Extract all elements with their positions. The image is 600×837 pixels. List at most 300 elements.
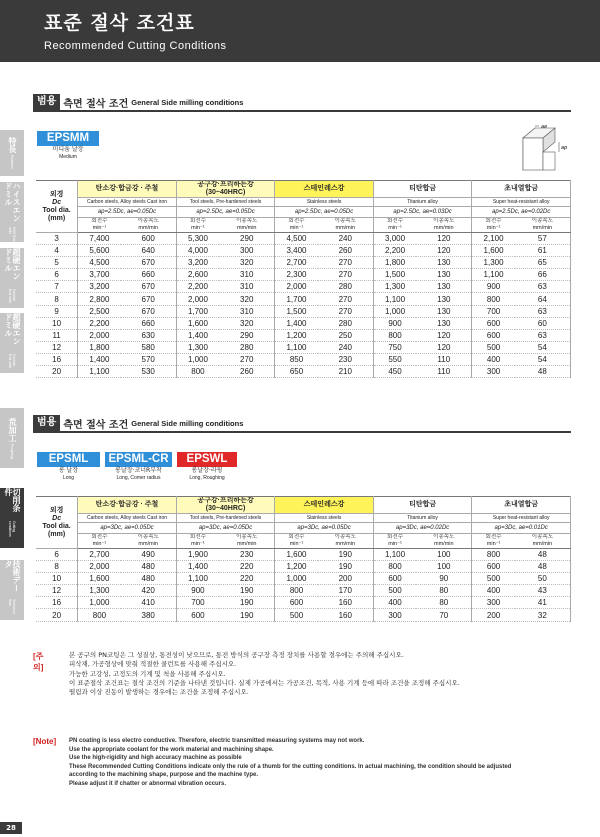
- model-ko: 미디움 날장: [52, 146, 84, 153]
- feed-cell: 310: [219, 305, 275, 317]
- model-badge: [37, 131, 99, 161]
- dia-cell: 10: [36, 573, 78, 585]
- table-row: [36, 293, 571, 305]
- rpm-cell: 3,200: [78, 281, 121, 293]
- feed-cell: 270: [318, 257, 374, 269]
- feed-cell: 80: [416, 585, 472, 597]
- feed-header: [318, 218, 374, 233]
- feed-cell: 120: [416, 233, 472, 245]
- model-ko: 롱날장·코너R부착: [115, 467, 162, 474]
- table-row: [36, 353, 571, 365]
- notes-en-label: [Note]: [33, 737, 57, 746]
- cutting-diagram-icon: [515, 124, 571, 172]
- feed-cell: 100: [416, 549, 472, 561]
- feed-header: [121, 534, 177, 549]
- dia-cell: 20: [36, 609, 78, 621]
- rpm-cell: 1,100: [373, 293, 416, 305]
- feed-header-unit: mm/min: [532, 225, 553, 231]
- rotation-header-label: 회전수: [189, 534, 206, 540]
- rpm-cell: 600: [472, 317, 515, 329]
- model-ko: 롱날장·라핑: [191, 467, 223, 474]
- rotation-header-unit: min⁻¹: [388, 225, 402, 231]
- rpm-cell: 1,300: [78, 585, 121, 597]
- rotation-header: [275, 218, 318, 233]
- rotation-header-unit: min⁻¹: [486, 541, 501, 547]
- feed-cell: 70: [416, 609, 472, 621]
- rotation-header-unit: min⁻¹: [191, 225, 205, 231]
- sidebar-tab-sub: HSS End mills: [8, 226, 16, 242]
- feed-header: [416, 534, 472, 549]
- feed-cell: 600: [121, 233, 177, 245]
- feed-cell: 490: [121, 549, 177, 561]
- table-row: [36, 329, 571, 341]
- note-line: These Recommended Cutting Conditions indicate only the rule of a thumb for the cutting conditions. In actual machining, the condition should be adjusted: [69, 763, 512, 770]
- rpm-cell: 1,400: [176, 329, 219, 341]
- rpm-cell: 1,600: [176, 317, 219, 329]
- feed-cell: 130: [416, 317, 472, 329]
- rpm-cell: 600: [373, 573, 416, 585]
- rpm-cell: 1,300: [373, 281, 416, 293]
- sidebar-tab-sub: Cutting conditions: [8, 521, 16, 537]
- feed-cell: 480: [121, 573, 177, 585]
- material-header: 초내열합금: [472, 497, 571, 514]
- note-line: 가능한 고강성, 고정도의 기계 및 척을 사용해 주십시오.: [69, 669, 226, 678]
- rotation-header: [78, 534, 121, 549]
- feed-cell: 54: [515, 353, 571, 365]
- rotation-header: [472, 534, 515, 549]
- feed-cell: 660: [121, 317, 177, 329]
- feed-cell: 190: [219, 609, 275, 621]
- feed-cell: 640: [121, 245, 177, 257]
- feed-cell: 130: [416, 305, 472, 317]
- feed-cell: 280: [318, 281, 374, 293]
- rotation-header-label: 회전수: [91, 218, 108, 224]
- feed-cell: 61: [515, 245, 571, 257]
- page-title: 표준 절삭 조건표: [44, 12, 195, 34]
- section1-title-en: General Side milling conditions: [131, 97, 244, 107]
- sidebar-tab-label: ハイスエンドミル: [4, 182, 21, 222]
- rpm-cell: 4,500: [78, 257, 121, 269]
- rpm-cell: 1,200: [275, 561, 318, 573]
- rpm-cell: 1,800: [78, 341, 121, 353]
- feed-cell: 63: [515, 281, 571, 293]
- table-row: [36, 317, 571, 329]
- section2-title: [33, 415, 243, 431]
- feed-header-label: 이송속도: [334, 534, 356, 540]
- feed-header-label: 이송속도: [531, 534, 554, 540]
- table-row: [36, 257, 571, 269]
- dia-cell: 4: [36, 245, 78, 257]
- dia-header-dia-unit: (mm): [48, 214, 66, 222]
- table-header-row: [36, 181, 571, 198]
- model-badge: [105, 452, 172, 482]
- section2-tag: 범용: [33, 415, 60, 431]
- page-subtitle: Recommended Cutting Conditions: [44, 40, 227, 52]
- feed-cell: 130: [416, 269, 472, 281]
- feed-cell: 260: [318, 245, 374, 257]
- feed-cell: 48: [515, 549, 571, 561]
- material-header-en: Titanium alloy: [373, 514, 472, 523]
- feed-cell: 50: [515, 573, 571, 585]
- rpm-cell: 400: [472, 585, 515, 597]
- section2-rule: [33, 431, 571, 433]
- rotation-header-label: 회전수: [485, 534, 502, 540]
- dia-cell: 10: [36, 317, 78, 329]
- rpm-cell: 2,200: [78, 317, 121, 329]
- section2-title-ko: 측면 절삭 조건: [63, 419, 129, 431]
- section1-rule: [33, 110, 571, 112]
- dia-header: [36, 497, 78, 549]
- rpm-cell: 600: [275, 597, 318, 609]
- material-header: 초내열합금: [472, 181, 571, 198]
- rpm-cell: 1,100: [373, 549, 416, 561]
- rpm-cell: 1,000: [176, 353, 219, 365]
- feed-cell: 230: [318, 353, 374, 365]
- feed-cell: 570: [121, 353, 177, 365]
- rpm-cell: 1,700: [176, 305, 219, 317]
- rpm-cell: 550: [373, 353, 416, 365]
- feed-cell: 64: [515, 293, 571, 305]
- cutting-condition: ap=3Dc, ae=0.05Dc: [275, 523, 374, 534]
- feed-cell: 110: [416, 353, 472, 365]
- feed-cell: 130: [416, 281, 472, 293]
- rpm-cell: 800: [275, 585, 318, 597]
- feed-cell: 670: [121, 305, 177, 317]
- rpm-cell: 2,500: [78, 305, 121, 317]
- rpm-cell: 3,000: [373, 233, 416, 245]
- feed-header-unit: mm/min: [138, 541, 158, 547]
- rpm-cell: 7,400: [78, 233, 121, 245]
- rpm-cell: 900: [176, 585, 219, 597]
- rpm-cell: 800: [472, 293, 515, 305]
- dia-cell: 12: [36, 341, 78, 353]
- table-row: [36, 561, 571, 573]
- rpm-cell: 1,900: [176, 549, 219, 561]
- rpm-cell: 1,600: [275, 549, 318, 561]
- table-row: [36, 269, 571, 281]
- dia-header-dia-en: Tool dia.: [42, 522, 71, 530]
- rpm-cell: 2,700: [275, 257, 318, 269]
- cutting-condition: ap=2.5Dc, ae=0.05Dc: [275, 207, 374, 218]
- table-header-row: [36, 198, 571, 207]
- sidebar-tab-label: 特長: [8, 137, 17, 154]
- feed-header-unit: mm/min: [532, 541, 553, 547]
- feed-cell: 410: [121, 597, 177, 609]
- rpm-cell: 3,400: [275, 245, 318, 257]
- feed-header: [515, 534, 571, 549]
- material-header-en: Super heat-resistant alloy: [472, 198, 571, 207]
- feed-cell: 190: [219, 597, 275, 609]
- cutting-condition: ap=3Dc, ae=0.05Dc: [78, 523, 177, 534]
- table-header-row: [36, 207, 571, 218]
- rpm-cell: 900: [472, 281, 515, 293]
- sidebar-tab-sub: Roughing: [10, 443, 14, 459]
- feed-cell: 170: [318, 585, 374, 597]
- dia-header-dia-ko: 외경: [49, 190, 64, 198]
- feed-cell: 120: [416, 341, 472, 353]
- rotation-header-label: 회전수: [288, 218, 305, 224]
- material-header: 티탄합금: [373, 181, 472, 198]
- table-row: [36, 585, 571, 597]
- material-header: 스테인레스강: [275, 181, 374, 198]
- material-header-en: Super heat-resistant alloy: [472, 514, 571, 523]
- feed-cell: 190: [318, 549, 374, 561]
- material-header-en: Stainless steels: [275, 514, 374, 523]
- table-header-row: [36, 523, 571, 534]
- rpm-cell: 1,700: [275, 293, 318, 305]
- dia-cell: 9: [36, 305, 78, 317]
- rotation-header-unit: min⁻¹: [92, 541, 107, 547]
- page-number: 28: [0, 822, 22, 834]
- feed-cell: 530: [121, 366, 177, 378]
- feed-cell: 660: [121, 269, 177, 281]
- rpm-cell: 4,500: [275, 233, 318, 245]
- feed-cell: 100: [416, 561, 472, 573]
- rotation-header: [472, 218, 515, 233]
- rotation-header: [373, 218, 416, 233]
- material-header-en: Tool steels, Pre-hardened steels: [176, 514, 275, 523]
- rpm-cell: 800: [176, 366, 219, 378]
- feed-cell: 210: [318, 366, 374, 378]
- rpm-cell: 500: [472, 573, 515, 585]
- rpm-cell: 5,300: [176, 233, 219, 245]
- rotation-header-unit: min⁻¹: [486, 225, 501, 231]
- feed-cell: 270: [318, 293, 374, 305]
- material-header-en: Tool steels, Pre-hardened steels: [176, 198, 275, 207]
- feed-cell: 130: [416, 293, 472, 305]
- table-row: [36, 573, 571, 585]
- rpm-cell: 500: [472, 341, 515, 353]
- feed-header-unit: mm/min: [335, 541, 356, 547]
- rotation-header-unit: min⁻¹: [289, 225, 304, 231]
- feed-cell: 160: [318, 609, 374, 621]
- sidebar-tab-sub: Carbide End mills: [8, 288, 16, 304]
- material-header-en: Titanium alloy: [373, 198, 472, 207]
- rotation-header-unit: min⁻¹: [388, 541, 402, 547]
- rotation-header-unit: min⁻¹: [289, 541, 304, 547]
- rotation-header: [275, 534, 318, 549]
- sidebar: [0, 108, 24, 828]
- rotation-header: [373, 534, 416, 549]
- rpm-cell: 2,000: [176, 293, 219, 305]
- feed-cell: 280: [219, 341, 275, 353]
- sidebar-tab[interactable]: [0, 248, 24, 308]
- feed-cell: 48: [515, 366, 571, 378]
- feed-header-label: 이송속도: [433, 534, 455, 540]
- rpm-cell: 800: [78, 609, 121, 621]
- feed-header-unit: mm/min: [335, 225, 356, 231]
- sidebar-tab[interactable]: [0, 182, 24, 242]
- dia-cell: 16: [36, 353, 78, 365]
- model-en: Long, Comer radius: [116, 475, 161, 481]
- sidebar-tab-label: 超硬エンドミル: [4, 313, 21, 345]
- material-header: 공구강·프리하든강 (30~40HRC): [176, 497, 275, 514]
- rpm-cell: 650: [275, 366, 318, 378]
- feed-header-label: 이송속도: [137, 534, 159, 540]
- rotation-header-unit: min⁻¹: [191, 541, 205, 547]
- rotation-header: [78, 218, 121, 233]
- feed-cell: 48: [515, 561, 571, 573]
- rpm-cell: 800: [373, 561, 416, 573]
- rpm-cell: 2,300: [275, 269, 318, 281]
- dia-header-dia-ko: 외경: [49, 506, 64, 514]
- rotation-header: [176, 218, 219, 233]
- note-line: Use the high-rigidity and high accuracy machine as possible: [69, 755, 242, 762]
- section1-tag: 범용: [33, 94, 60, 110]
- rpm-cell: 400: [373, 597, 416, 609]
- material-header: 스테인레스강: [275, 497, 374, 514]
- model-badge: [37, 452, 100, 482]
- note-line: Please adjust it if chatter or abnormal vibration occurs.: [69, 780, 227, 787]
- rpm-cell: 1,400: [275, 317, 318, 329]
- feed-cell: 270: [318, 305, 374, 317]
- feed-cell: 240: [318, 233, 374, 245]
- dia-cell: 6: [36, 269, 78, 281]
- feed-cell: 670: [121, 281, 177, 293]
- dia-header-dia-sym: Dc: [52, 198, 62, 206]
- sidebar-tab-label: 超硬エンドミル: [4, 248, 21, 280]
- sidebar-tab-label: 技術データ: [4, 560, 21, 592]
- rotation-header-label: 회전수: [387, 218, 404, 224]
- sidebar-tab[interactable]: [0, 313, 24, 373]
- feed-cell: 120: [416, 245, 472, 257]
- material-header-en: Carbon steels, Alloy steels Cast iron: [78, 514, 177, 523]
- note-line: 떨림과 이상 진동이 발생하는 경우에는 조건을 조정해 주십시오.: [69, 688, 249, 697]
- material-header-en: Stainless steels: [275, 198, 374, 207]
- feed-cell: 63: [515, 305, 571, 317]
- feed-cell: 190: [318, 561, 374, 573]
- note-line: according to the machining shape, purpose and the machine type.: [69, 772, 259, 779]
- feed-cell: 160: [318, 597, 374, 609]
- table-row: [36, 305, 571, 317]
- dia-cell: 8: [36, 293, 78, 305]
- feed-cell: 420: [121, 585, 177, 597]
- feed-cell: 200: [318, 573, 374, 585]
- feed-header-label: 이송속도: [531, 218, 554, 224]
- feed-cell: 190: [219, 585, 275, 597]
- table-header-row: [36, 514, 571, 523]
- feed-cell: 630: [121, 329, 177, 341]
- feed-cell: 290: [219, 233, 275, 245]
- feed-cell: 32: [515, 609, 571, 621]
- dia-cell: 20: [36, 366, 78, 378]
- note-line: 이 표준절삭 조건표는 절삭 조건의 기준을 나타낸 것입니다. 실제 가공에서는 가공조건, 목적, 사용 기계 등에 따라 조건을 조정해 주십시오.: [69, 678, 460, 687]
- section2-title-en: General Side milling conditions: [131, 418, 244, 428]
- rotation-header-label: 회전수: [288, 534, 305, 540]
- feed-cell: 300: [219, 245, 275, 257]
- section1-title-ko: 측면 절삭 조건: [63, 98, 129, 110]
- rpm-cell: 1,300: [472, 257, 515, 269]
- feed-cell: 270: [219, 353, 275, 365]
- rpm-cell: 4,000: [176, 245, 219, 257]
- rpm-cell: 1,100: [176, 573, 219, 585]
- feed-cell: 130: [416, 257, 472, 269]
- cutting-table-1: [36, 180, 571, 378]
- rpm-cell: 300: [373, 609, 416, 621]
- ae-label: ae: [541, 124, 548, 130]
- feed-cell: 310: [219, 281, 275, 293]
- sidebar-tab[interactable]: [0, 560, 24, 620]
- rpm-cell: 850: [275, 353, 318, 365]
- rpm-cell: 300: [472, 597, 515, 609]
- feed-cell: 80: [416, 597, 472, 609]
- material-header: 티탄합금: [373, 497, 472, 514]
- material-header: 탄소강·합금강 · 주철: [78, 181, 177, 198]
- dia-header: [36, 181, 78, 233]
- rotation-header-label: 회전수: [91, 534, 108, 540]
- feed-header: [318, 534, 374, 549]
- feed-cell: 380: [121, 609, 177, 621]
- material-header-en: Carbon steels, Alloy steels Cast iron: [78, 198, 177, 207]
- model-name: EPSML: [37, 452, 100, 467]
- feed-header: [219, 218, 275, 233]
- feed-cell: 320: [219, 293, 275, 305]
- sidebar-tab-sub: Carbide End mills: [8, 353, 16, 369]
- feed-cell: 240: [318, 341, 374, 353]
- rpm-cell: 1,000: [78, 597, 121, 609]
- model-en: Long, Roughing: [189, 475, 225, 481]
- sidebar-tab[interactable]: [0, 488, 24, 548]
- feed-header: [416, 218, 472, 233]
- dia-cell: 5: [36, 257, 78, 269]
- rpm-cell: 1,600: [78, 573, 121, 585]
- model-name: EPSML-CR: [105, 452, 172, 467]
- table-header-row: [36, 497, 571, 514]
- rpm-cell: 5,600: [78, 245, 121, 257]
- table-header-row: [36, 218, 571, 233]
- sidebar-tab[interactable]: [0, 408, 24, 468]
- feed-cell: 280: [318, 317, 374, 329]
- model-badge: [177, 452, 237, 482]
- section1-title: [33, 94, 243, 110]
- rpm-cell: 300: [472, 366, 515, 378]
- rpm-cell: 1,000: [373, 305, 416, 317]
- sidebar-tab-label: 荒加工: [8, 417, 17, 442]
- feed-header-label: 이송속도: [236, 218, 258, 224]
- feed-header-unit: mm/min: [138, 225, 158, 231]
- rpm-cell: 600: [176, 609, 219, 621]
- table-row: [36, 597, 571, 609]
- table-row: [36, 366, 571, 378]
- feed-cell: 580: [121, 341, 177, 353]
- feed-header: [219, 534, 275, 549]
- rpm-cell: 2,200: [373, 245, 416, 257]
- table-row: [36, 549, 571, 561]
- rpm-cell: 1,400: [176, 561, 219, 573]
- feed-header-unit: mm/min: [434, 541, 454, 547]
- rotation-header-unit: min⁻¹: [92, 225, 107, 231]
- cutting-condition: ap=2.5Dc, ae=0.02Dc: [472, 207, 571, 218]
- table-row: [36, 609, 571, 621]
- sidebar-tab[interactable]: [0, 130, 24, 176]
- feed-header-label: 이송속도: [137, 218, 159, 224]
- table-row: [36, 233, 571, 245]
- rpm-cell: 450: [373, 366, 416, 378]
- rpm-cell: 2,000: [78, 561, 121, 573]
- feed-header-unit: mm/min: [236, 541, 257, 547]
- rpm-cell: 2,000: [78, 329, 121, 341]
- feed-cell: 57: [515, 233, 571, 245]
- note-line: Use the appropriate coolant for the work material and machining shape.: [69, 746, 274, 753]
- feed-cell: 270: [318, 269, 374, 281]
- feed-header-label: 이송속도: [433, 218, 455, 224]
- rpm-cell: 800: [373, 329, 416, 341]
- rpm-cell: 600: [472, 329, 515, 341]
- table-row: [36, 245, 571, 257]
- feed-cell: 220: [219, 561, 275, 573]
- rotation-header-label: 회전수: [485, 218, 502, 224]
- feed-header-unit: mm/min: [236, 225, 257, 231]
